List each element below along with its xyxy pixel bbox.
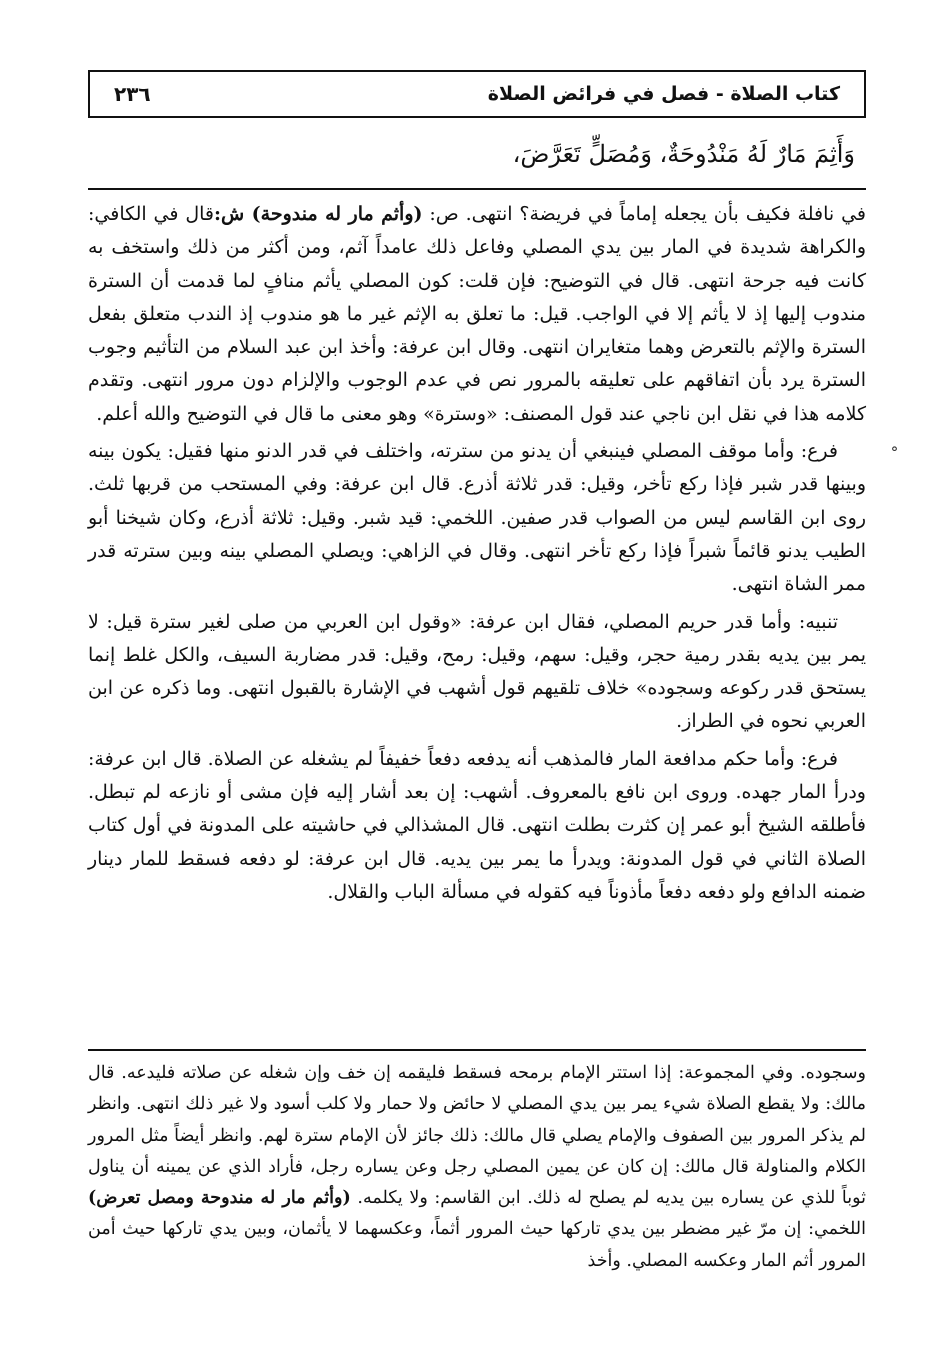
footnote-divider — [88, 1049, 866, 1051]
p1-intro: في نافلة فكيف بأن يجعله إماماً في فريضة؟ انتهى. ص: — [422, 203, 866, 225]
page-number: ٢٣٦ — [114, 82, 151, 106]
p1-lemma: (وأثم مار له مندوحة) ش: — [214, 203, 423, 225]
matn-text: وَأَثِمَ مَارٌ لَهُ مَنْدُوحَةٌ، وَمُصَلٍّ تَعَرَّضَ، — [512, 140, 855, 168]
running-title: كتاب الصلاة - فصل في فرائض الصلاة — [487, 83, 840, 105]
commentary-body — [88, 198, 866, 913]
commentary-paragraph-2: فرع: وأما موقف المصلي فينبغي أن يدنو من سترته، واختلف في قدر الدنو منها فقيل: يكون بينه وبينها قدر شبر فإذا ركع تأخر، وقيل: قدر ثلاثة أذرع. قال ابن عرفة: وفي المستحب من قربها ثلث. روى ابن القاسم ليس من الصواب قدر صفين. اللخمي: قيد شبر. وقيل: ثلاثة أذرع، وكان شيخنا أبو الطيب يدنو قائماً شبراً فإذا ركع تأخر انتهى. وقال في الزاهي: ويصلي المصلي بينه وبين سترته قدر ممر الشاة انتهى. — [88, 440, 866, 596]
footnotes-body — [88, 1058, 866, 1277]
commentary-paragraph-4: فرع: وأما حكم مدافعة المار فالمذهب أنه يدفعه دفعاً خفيفاً لم يشغله عن الصلاة. قال ابن عرفة: ودرأ المار جهده. وروى ابن نافع بالمعروف. أشهب: إن بعد أشار إليه فإن مشى أو نازعه لم تبطل. فأطلقه الشيخ أبو عمر إن كثرت بطلت انتهى. قال المشذالي في حاشيته على المدونة في أول كتاب الصلاة الثاني في قول المدونة: ويدرأ ما يمر بين يديه. قال ابن عرفة: لو دفعه فسقط للمار دينار ضمنه الدافع ولو دفعه دفعاً مأذوناً فيه كقوله في مسألة الباب والقلال. — [88, 747, 866, 903]
footnote-lemma: (وأثم مار له مندوحة ومصل تعرض) — [88, 1188, 351, 1209]
commentary-paragraph-3: تنبيه: وأما قدر حريم المصلي، فقال ابن عرفة: «وقول ابن العربي من صلى لغير سترة قيل: لا يمر بين يديه بقدر رمية حجر، وقيل: سهم، وقيل: رمح، وقيل: قدر مضاربة السيف، والكل غلط إنما يستحق قدر ركوعه وسجوده» خلاف تلقيهم قول أشهب في الإشارة بالقبول انتهى. وما ذكره عن ابن العربي نحوه في الطراز. — [88, 610, 866, 733]
page-header — [88, 70, 866, 118]
p1-body: قال في الكافي: والكراهة شديدة في المار بين يدي المصلي وفاعل ذلك عامداً آثم، ومن أكثر من ذلك واستخف به كانت فيه جرحة انتهى. قال في التوضيح: فإن قلت: كون المصلي يأثم منافٍ لما قدمت أن السترة مندوب إليها إذ لا يأثم إلا في الواجب. قيل: ما تعلق به الإثم غير ما هو مندوب إذ الندب متعلق بفعل السترة والإثم بالتعرض وهما متغايران انتهى. وقال ابن عرفة: وأخذ ابن عبد السلام من التأثيم وجوب السترة يرد بأن اتفاقهم على تعليقه بالمرور نص في عدم الوجوب والإلزام دون مرور انتهى. وتقدم كلامه هذا في نقل ابن ناجي عند قول المصنف: «وسترة» وهو معنى ما قال في التوضيح والله أعلم. — [88, 203, 866, 425]
footnote-part-2: اللخمي: إن مرّ غير مضطر بين يدي تاركها حيث المرور أثماً، وعكسهما لا يأثمان، وبين يدي تاركها حيث أمن المرور أثم المار وعكسه المصلي. وأخذ — [88, 1219, 866, 1271]
margin-mark: ˚ — [890, 446, 899, 467]
footnote-paragraph — [88, 1058, 866, 1277]
commentary-paragraph-1 — [88, 198, 866, 431]
main-divider — [88, 188, 866, 190]
footnote-part-1: وسجوده. وفي المجموعة: إذا استتر الإمام برمحه فسقط فليقمه إن خف وإن شغله عن صلاته فليدعه. قال مالك: ولا يقطع الصلاة شيء يمر بين يدي المصلي لا حائض ولا حمار ولا كلب أسود ولا غير ذلك انتهى. وانظر لم يذكر المرور بين الصفوف والإمام يصلي قال مالك: ذلك جائز لأن الإمام سترة لهم. وانظر أيضاً مثل المرور الكلام والمناولة قال مالك: إن كان عن يمين المصلي رجل وعن يساره رجل، فأراد الذي عن يمينه أن يناول ثوباً للذي عن يساره بين يديه لم يصلح له ذلك. ابن القاسم: ولا يكلمه. — [88, 1063, 866, 1209]
